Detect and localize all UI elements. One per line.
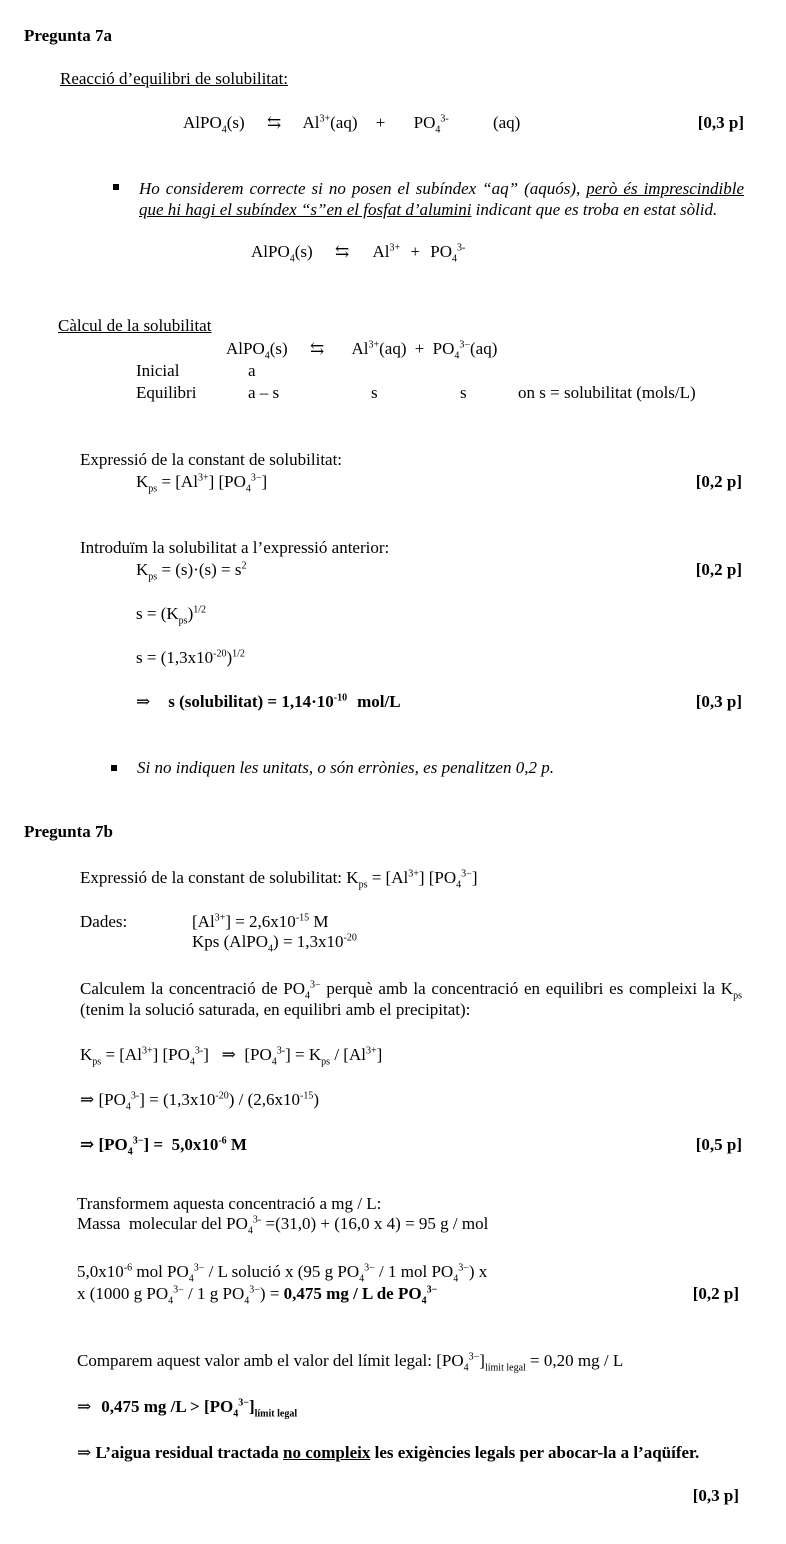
eq3-7b: ⇒ $[PO_4^{3-}] = 5,0x10^{-6}$ M xyxy=(80,1135,247,1158)
q7b-heading: Pregunta 7b xyxy=(24,822,113,841)
compare-result: ⇒ 0,475 mg $/L > [PO_4^{3-}]_{límit legal}$ xyxy=(77,1397,298,1420)
kps-expression-title: Expressió de la constant de solubilitat: xyxy=(80,450,343,469)
transform-line-1: Transformem aquesta concentració a mg / L: xyxy=(77,1194,382,1213)
calc-reaction: AlPO$_4$(s) ⇆ $Al^{3+}(aq) + PO_4^{3-}(aq)$ xyxy=(226,339,498,362)
q7a-heading: Pregunta 7a xyxy=(24,26,112,45)
implies-arrow-icon: ⇒ xyxy=(77,1443,92,1462)
calc-paragraph: Calculem la concentració de $PO_4^{3-}$ perquè amb la concentració en equilibri es compleixi la $K_{ps}$ (tenim la solució saturada, en equilibri amb el precipitat): xyxy=(80,979,742,1019)
row-equilibri-label: Equilibri xyxy=(136,383,197,402)
bullet-icon xyxy=(111,765,117,771)
implies-arrow-icon: ⇒ xyxy=(77,1397,92,1416)
calc-title: Càlcul de la solubilitat xyxy=(58,316,212,335)
s-equation-1: $s = (K_{ps})^{1/2}$ xyxy=(136,604,207,627)
dades-al: $[Al^{3+}] = 2,6x10^{-15}$ M xyxy=(192,912,329,931)
s-equation-2: $s = (1,3x10^{-20})^{1/2}$ xyxy=(136,648,245,667)
conclusion: ⇒ L’aigua residual tractada no compleix les exigències legals per abocar-la a l’aqüífer. xyxy=(77,1443,700,1462)
bullet-icon xyxy=(113,184,119,190)
equilibrium-arrow-icon: ⇆ xyxy=(266,113,282,132)
compare-line: Comparem aquest valor amb el valor del límit legal: $[PO_4^{3-}]_{límit legal} = 0,20$ mg / L xyxy=(77,1351,624,1374)
transform-line-2: Massa molecular del $PO_4^{3-} =(31,0) + (16,0$ x 4) = 95 g / mol xyxy=(77,1214,489,1237)
row-equilibri-a: a – s xyxy=(248,383,280,402)
equilibrium-arrow-icon: ⇆ xyxy=(334,242,350,261)
row-equilibri-s1: s xyxy=(371,383,378,402)
equilibrium-arrow-icon: ⇆ xyxy=(309,339,325,358)
implies-arrow-icon: ⇒ xyxy=(136,692,151,711)
conversion-line-1: $5,0x10^{-6}$ mol $PO_4^{3-}$ / L solució x (95 g $PO_4^{3-} / 1$ mol $PO_4^{3-}$) x xyxy=(77,1262,488,1285)
row-inicial-a: a xyxy=(248,361,256,380)
reaction-equation-2: AlPO$_4$(s) ⇆ $Al^{3+} + PO_4^{3-}$ xyxy=(251,242,466,265)
score-intro: [0,2 p] xyxy=(695,560,742,579)
row-equilibri-note: on s = solubilitat (mols/L) xyxy=(518,383,696,402)
reaction-equation: AlPO$_4$(s) ⇆ $Al^{3+}(aq) + PO_4^{3-}$ (aq) xyxy=(183,113,521,136)
note-units: Si no indiquen les unitats, o són errònies, es penalitzen 0,2 p. xyxy=(137,758,554,777)
score-result: [0,3 p] xyxy=(695,692,742,711)
row-equilibri-s2: s xyxy=(460,383,467,402)
conversion-line-2: x (1000 g $PO_4^{3-} / 1$ g $PO_4^{3-}) = 0,475$ mg / L de $PO_4^{3-}$ xyxy=(77,1284,438,1307)
score-conclusion: [0,3 p] xyxy=(692,1486,739,1505)
intro-equation: $K_{ps} = (s)\cdot(s) = s^2$ xyxy=(136,560,247,583)
intro-title: Introduïm la solubilitat a l’expressió anterior: xyxy=(80,538,390,557)
eq1-7b: $K_{ps} = [Al^{3+}]$ $[PO_4^{3-}]$ ⇒ $[PO_4^{3-}] = K_{ps} / [Al^{3+}]$ xyxy=(80,1045,383,1068)
kps-expression: $K_{ps} = [Al^{3+}]$ $[PO_4^{3-}]$ xyxy=(136,472,268,495)
reaction-title: Reacció d’equilibri de solubilitat: xyxy=(60,69,289,88)
score-reaction: [0,3 p] xyxy=(697,113,744,132)
solubility-result: ⇒ s (solubilitat) = $1,14\cdot 10^{-10}$ mol/L xyxy=(136,692,401,711)
note-aq: Ho considerem correcte si no posen el subíndex “aq” (aquós), però és imprescindible que hi hagi el subíndex “s”en el fosfat d’alumini indicant que es troba en estat sòlid. xyxy=(139,179,744,219)
kps-line-7b: Expressió de la constant de solubilitat: $K_{ps} = [Al^{3+}]$ $[PO_4^{3-}]$ xyxy=(80,868,478,891)
row-inicial-label: Inicial xyxy=(136,361,180,380)
dades-label: Dades: xyxy=(80,912,128,931)
score-conversion: [0,2 p] xyxy=(692,1284,739,1303)
score-kps: [0,2 p] xyxy=(695,472,742,491)
score-concentration: [0,5 p] xyxy=(695,1135,742,1154)
dades-kps: Kps (AlPO$_4$) = $1,3x10^{-20}$ xyxy=(192,932,357,955)
eq2-7b: ⇒ $[PO_4^{3-}] = (1,3x10^{-20}) / (2,6x10^{-15})$ xyxy=(80,1090,320,1113)
